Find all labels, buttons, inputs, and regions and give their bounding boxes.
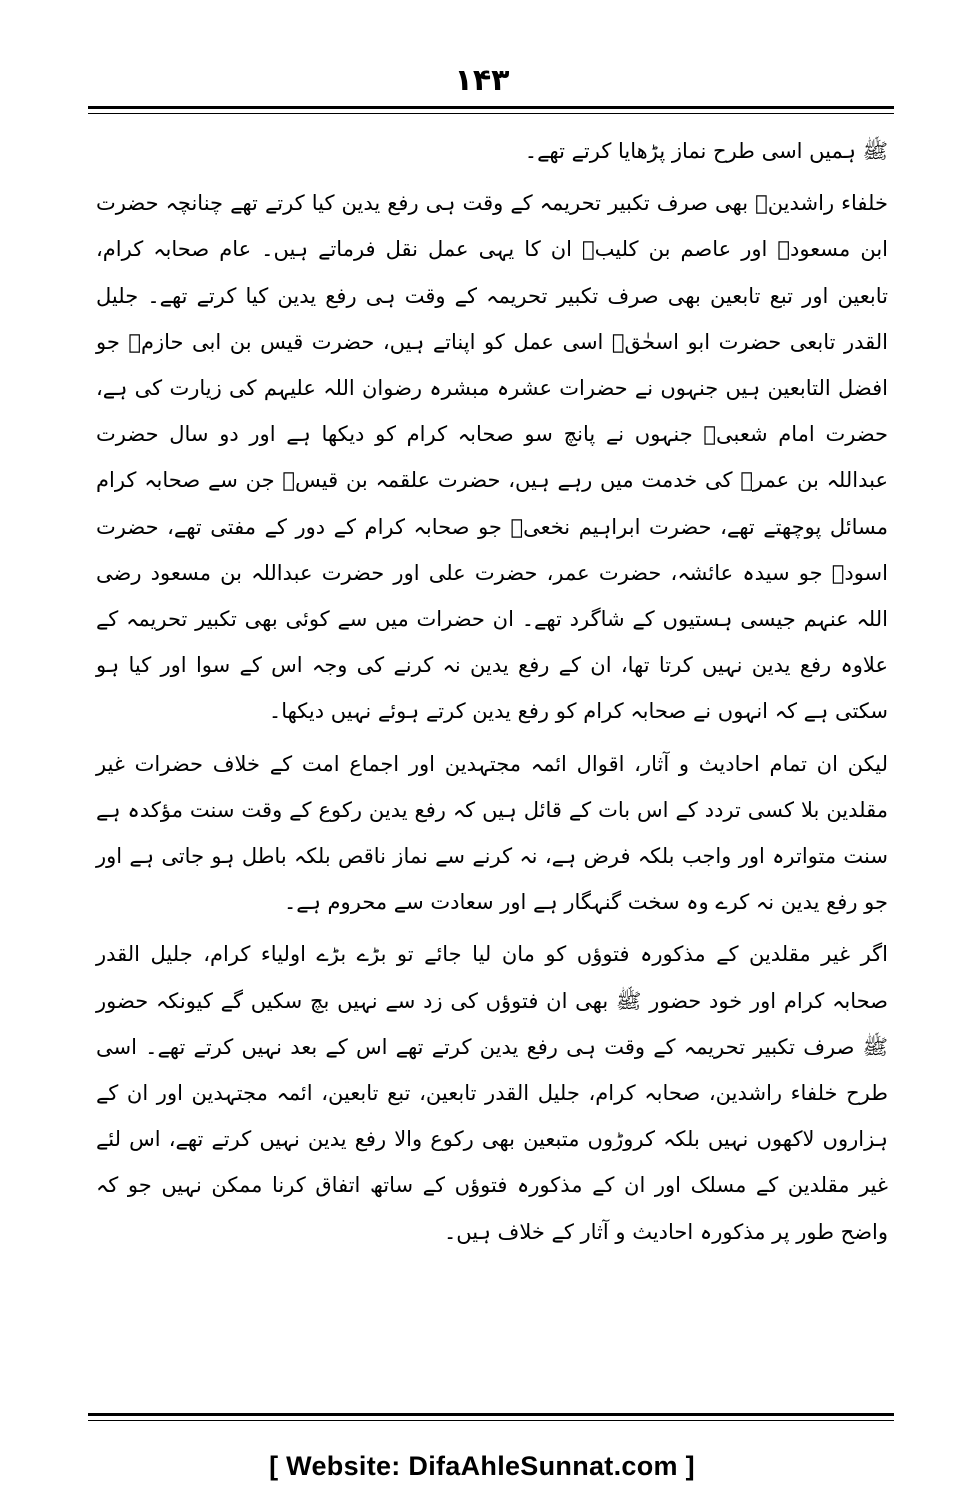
paragraph-4: اگر غیر مقلدین کے مذکورہ فتوؤں کو مان لیا جائے تو بڑے بڑے اولیاء کرام، جلیل القدر صحابہ کرام اور خود حضور ﷺ بھی ان فتوؤں کی زد سے نہیں بچ سکیں گے کیونکہ حضور ﷺ صرف تکبیر تحریمہ کے وقت ہی رفع یدین کرتے تھے اس کے بعد نہیں کرتے تھے۔ اسی طرح خلفاء راشدین، صحابہ کرام، جلیل القدر تابعین، تبع تابعین، ائمہ مجتہدین اور ان کے ہزاروں لاکھوں نہیں بلکہ کروڑوں متبعین بھی رکوع والا رفع یدین نہیں کرتے تھے، اس لئے غیر مقلدین کے مسلک اور ان کے مذکورہ فتوؤں کے ساتھ اتفاق کرنا ممکن نہیں جو کہ واضح طور پر مذکورہ احادیث و آثار کے خلاف ہیں۔ [96,942,888,1244]
page-number: ۱۴۳ [454,63,510,98]
page-body [96,128,888,1255]
paragraph-2: خلفاء راشدینؓ بھی صرف تکبیر تحریمہ کے وقت ہی رفع یدین کیا کرتے تھے چنانچہ حضرت ابن مسعودؓ اور عاصم بن کلیبؒ ان کا یہی عمل نقل فرماتے ہیں۔ عام صحابہ کرام، تابعین اور تبع تابعین بھی صرف تکبیر تحریمہ کے وقت ہی رفع یدین کیا کرتے تھے۔ جلیل القدر تابعی حضرت ابو اسحٰقؒ اسی عمل کو اپناتے ہیں، حضرت قیس بن ابی حازمؒ جو افضل التابعین ہیں جنہوں نے حضرات عشرہ مبشرہ رضوان اللہ علیہم کی زیارت کی ہے، حضرت امام شعبیؒ جنہوں نے پانچ سو صحابہ کرام کو دیکھا ہے اور دو سال حضرت عبداللہ بن عمرؓ کی خدمت میں رہے ہیں، حضرت علقمہ بن قیسؒ جن سے صحابہ کرام مسائل پوچھتے تھے، حضرت ابراہیم نخعیؒ جو صحابہ کرام کے دور کے مفتی تھے، حضرت اسودؒ جو سیدہ عائشہ، حضرت عمر، حضرت علی اور حضرت عبداللہ بن مسعود رضی اللہ عنہم جیسی ہستیوں کے شاگرد تھے۔ ان حضرات میں سے کوئی بھی تکبیر تحریمہ کے علاوہ رفع یدین نہیں کرتا تھا، ان کے رفع یدین نہ کرنے کی وجہ اس کے سوا اور کیا ہو سکتی ہے کہ انہوں نے صحابہ کرام کو رفع یدین کرتے ہوئے نہیں دیکھا۔ [96,191,888,724]
footer-rule-thick [88,1413,894,1416]
paragraph-1: ﷺ ہمیں اسی طرح نماز پڑھایا کرتے تھے۔ [524,139,888,163]
header-rule-thin [88,113,894,114]
paragraph-3: لیکن ان تمام احادیث و آثار، اقوال ائمہ مجتہدین اور اجماع امت کے خلاف حضرات غیر مقلدین بلا کسی تردد کے اس بات کے قائل ہیں کہ رفع یدین رکوع کے وقت سنت مؤکدہ ہے سنت متواترہ اور واجب بلکہ فرض ہے، نہ کرنے سے نماز ناقص بلکہ باطل ہو جاتی ہے اور جو رفع یدین نہ کرے وہ سخت گنہگار ہے اور سعادت سے محروم ہے۔ [96,751,888,915]
website-footer: [ Website: DifaAhleSunnat.com ] [269,1451,695,1481]
header-rule-thick [88,106,894,109]
footer-rule-thin [88,1420,894,1421]
